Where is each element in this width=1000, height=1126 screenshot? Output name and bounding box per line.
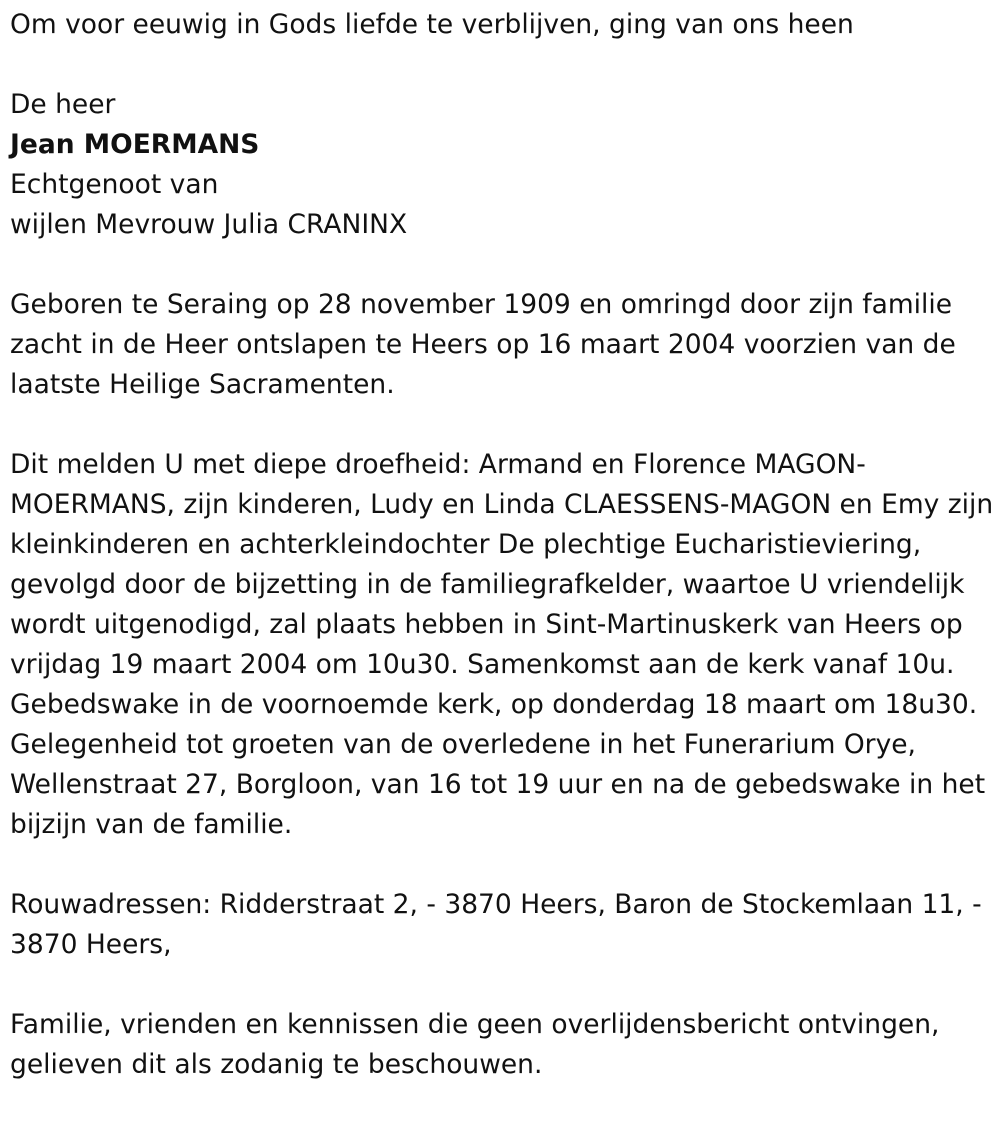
paragraph-line: 3870 Heers,	[10, 929, 172, 960]
addresses-paragraph	[10, 885, 990, 965]
intro-text: Om voor eeuwig in Gods liefde te verblijven, ging van ons heen	[10, 9, 854, 40]
relation-text: Echtgenoot van	[10, 169, 219, 200]
paragraph-line: bijzijn van de familie.	[10, 809, 293, 840]
birth-death-paragraph	[10, 285, 990, 405]
paragraph-line: Wellenstraat 27, Borgloon, van 16 tot 19 uur en na de gebedswake in het	[10, 769, 986, 800]
paragraph-line: zacht in de Heer ontslapen te Heers op 16 maart 2004 voorzien van de	[10, 329, 956, 360]
paragraph-line: Gebedswake in de voornoemde kerk, op donderdag 18 maart om 18u30.	[10, 689, 978, 720]
spouse-name: wijlen Mevrouw Julia CRANINX	[10, 209, 408, 240]
paragraph-line: vrijdag 19 maart 2004 om 10u30. Samenkomst aan de kerk vanaf 10u.	[10, 649, 955, 680]
spacer	[10, 845, 990, 885]
announcement-paragraph	[10, 445, 994, 845]
spacer	[10, 405, 990, 445]
paragraph-line: wordt uitgenodigd, zal plaats hebben in Sint-Martinuskerk van Heers op	[10, 609, 963, 640]
paragraph-line: Gelegenheid tot groeten van de overledene in het Funerarium Orye,	[10, 729, 916, 760]
paragraph-line: Dit melden U met diepe droefheid: Armand en Florence MAGON-	[10, 449, 866, 480]
paragraph-line: MOERMANS, zijn kinderen, Ludy en Linda CLAESSENS-MAGON en Emy zijn	[10, 489, 994, 520]
paragraph-line: kleinkinderen en achterkleindochter De plechtige Eucharistieviering,	[10, 529, 922, 560]
deceased-name: Jean MOERMANS	[10, 129, 260, 160]
spacer	[10, 45, 990, 85]
spacer	[10, 965, 990, 1005]
honorific: De heer	[10, 89, 116, 120]
paragraph-line: laatste Heilige Sacramenten.	[10, 369, 395, 400]
paragraph-line: gelieven dit als zodanig te beschouwen.	[10, 1049, 543, 1080]
spacer	[10, 245, 990, 285]
paragraph-line: Familie, vrienden en kennissen die geen overlijdensbericht ontvingen,	[10, 1009, 940, 1040]
paragraph-line: Rouwadressen: Ridderstraat 2, - 3870 Heers, Baron de Stockemlaan 11, -	[10, 889, 982, 920]
paragraph-line: Geboren te Seraing op 28 november 1909 en omringd door zijn familie	[10, 289, 953, 320]
closing-paragraph	[10, 1005, 990, 1085]
paragraph-line: gevolgd door de bijzetting in de familiegrafkelder, waartoe U vriendelijk	[10, 569, 965, 600]
